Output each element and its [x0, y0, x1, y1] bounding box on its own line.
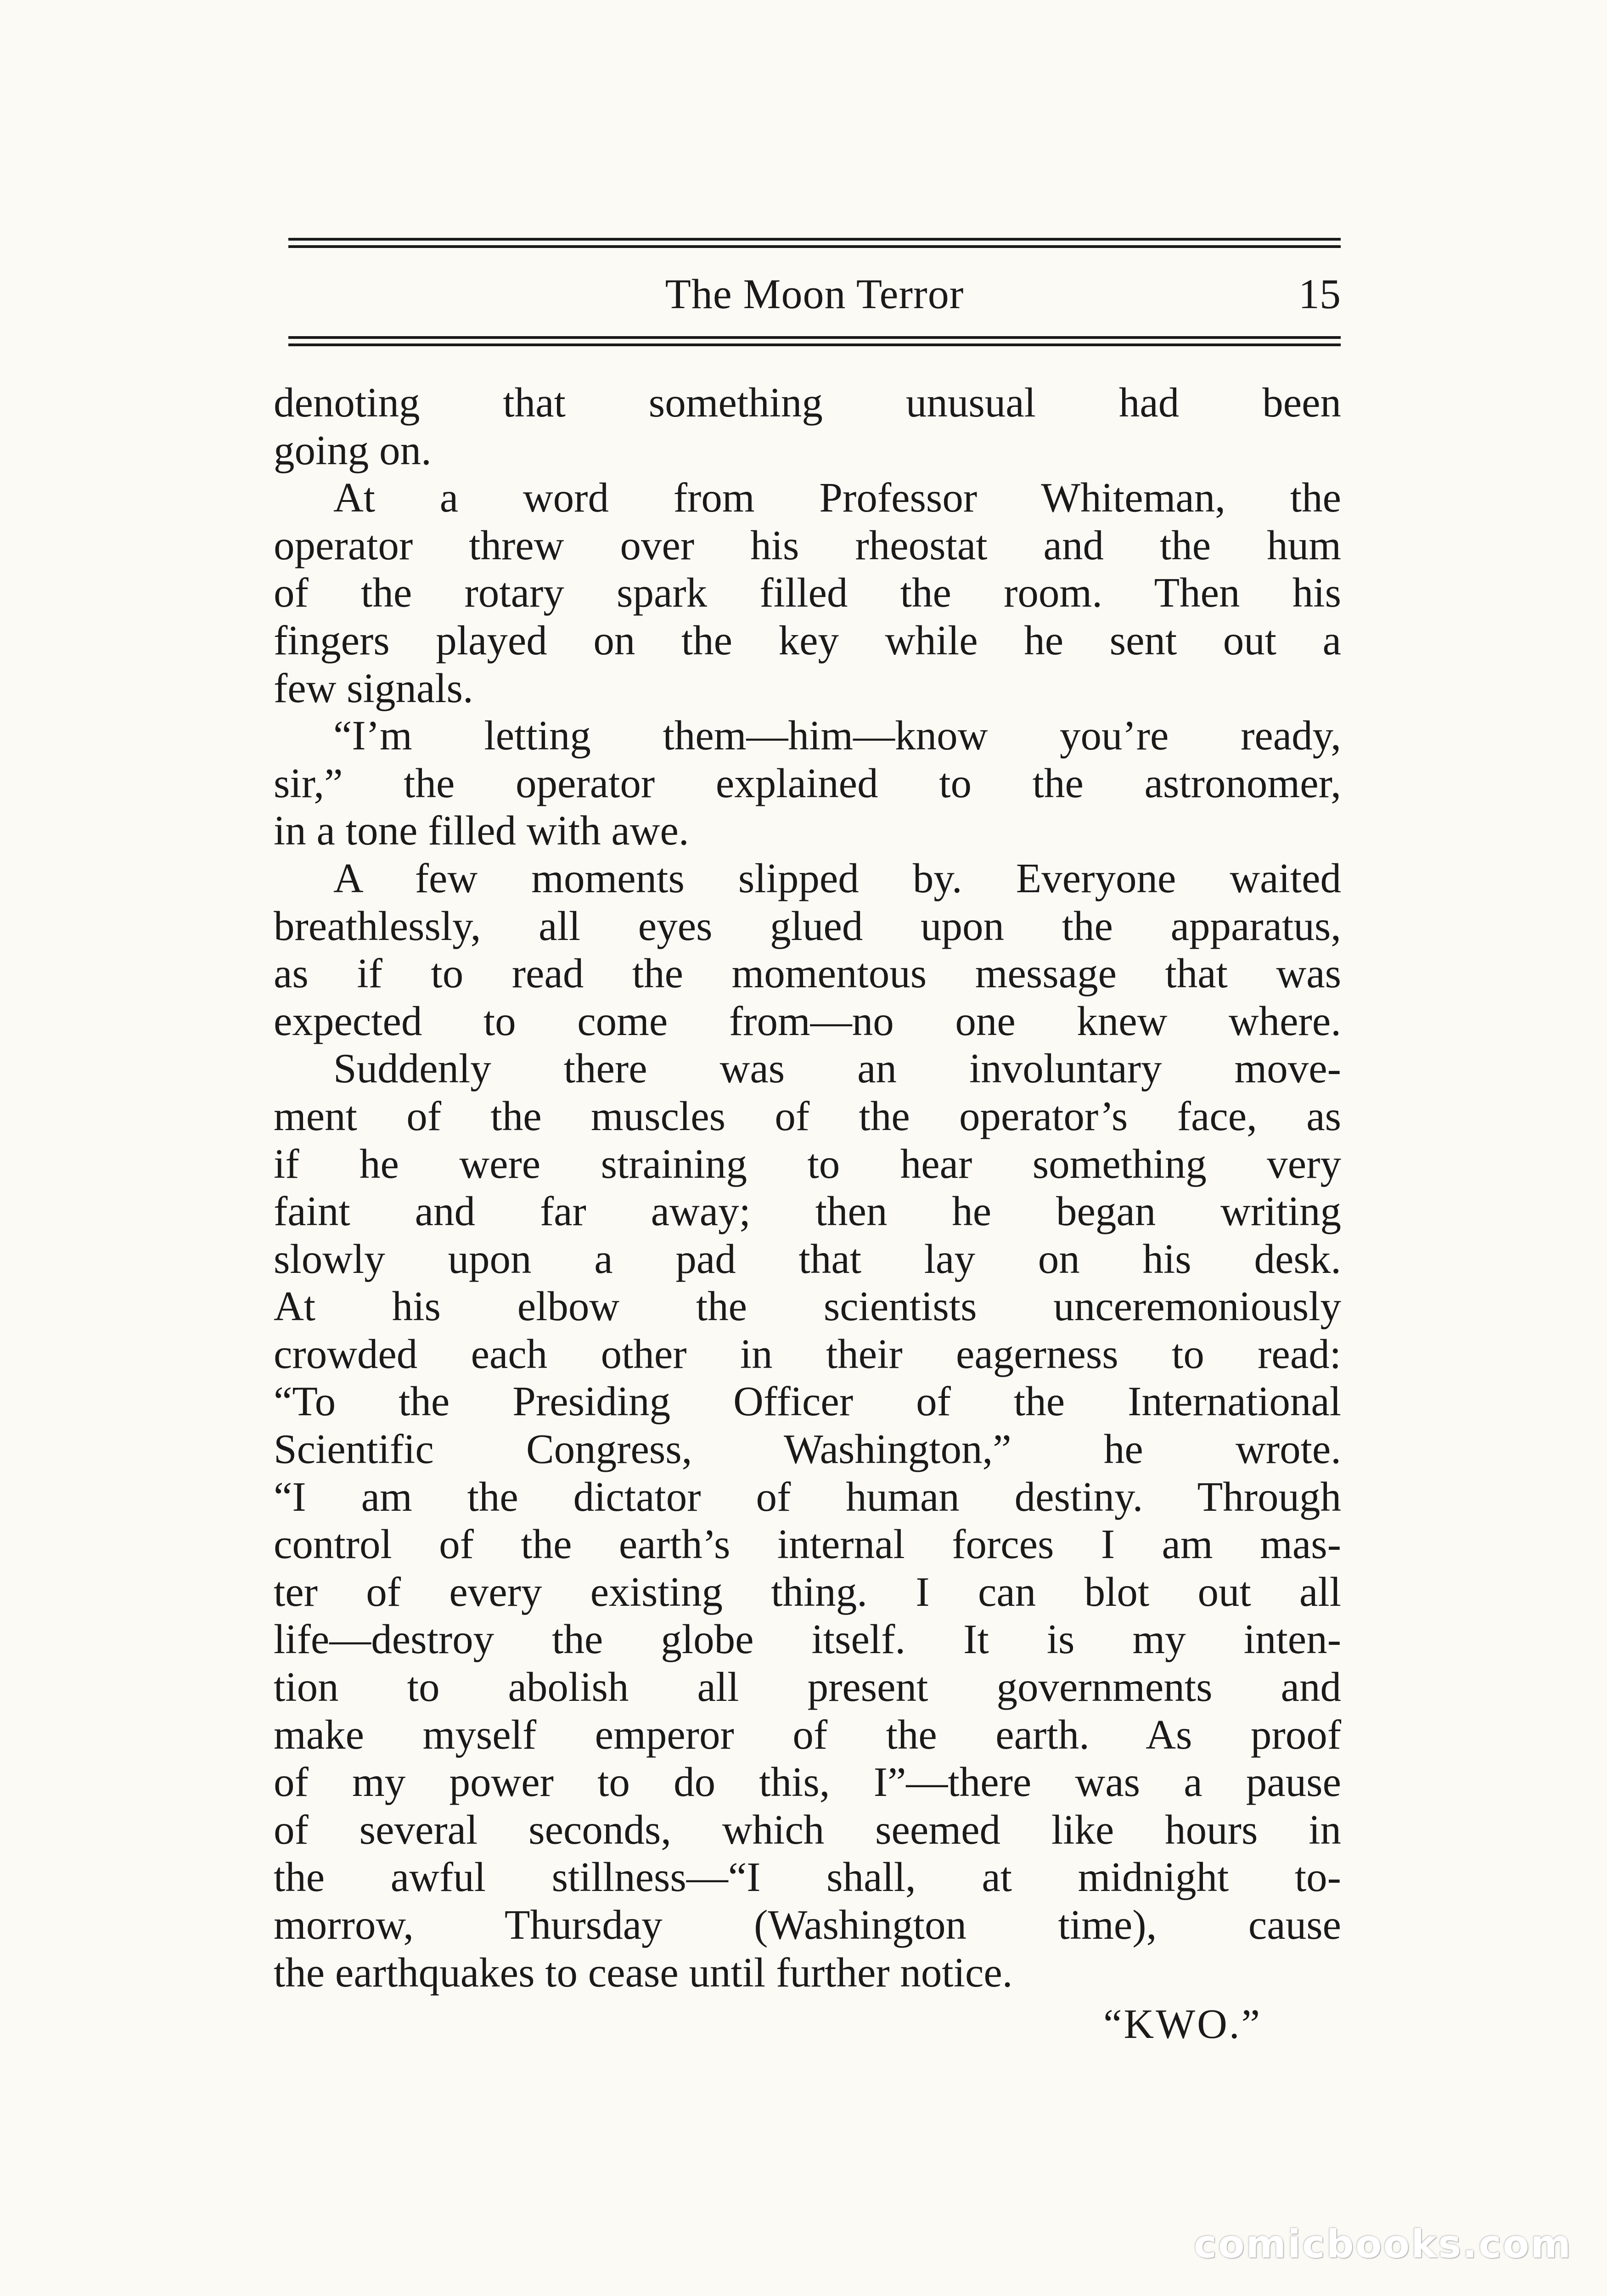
text-line: Scientific Congress, Washington,” he wrote. [274, 1426, 1341, 1473]
text-line: At his elbow the scientists unceremoniously [274, 1283, 1341, 1330]
text-line: tion to abolish all present governments and [274, 1664, 1341, 1711]
text-line: At a word from Professor Whiteman, the [333, 474, 1341, 521]
text-line: few signals. [274, 664, 473, 711]
body-text [274, 379, 1341, 1996]
double-rule-lower [288, 343, 1341, 346]
text-line: of the rotary spark filled the room. Then his [274, 569, 1341, 616]
text-line: crowded each other in their eagerness to read: [274, 1330, 1341, 1377]
text-line: in a tone filled with awe. [274, 807, 689, 854]
text-line: “To the Presiding Officer of the International [274, 1378, 1341, 1425]
text-line: slowly upon a pad that lay on his desk. [274, 1235, 1341, 1282]
double-rule-upper [288, 238, 1341, 241]
text-line: “I am the dictator of human destiny. Through [274, 1473, 1341, 1520]
text-line: faint and far away; then he began writing [274, 1188, 1341, 1235]
running-head [288, 264, 1341, 324]
text-line: the awful stillness—“I shall, at midnight to- [274, 1854, 1341, 1901]
text-line: A few moments slipped by. Everyone waited [333, 855, 1341, 901]
text-line: going on. [274, 427, 432, 473]
text-line: as if to read the momentous message that was [274, 950, 1341, 997]
running-title: The Moon Terror [665, 270, 964, 317]
text-line: fingers played on the key while he sent out a [274, 617, 1341, 664]
header-rules-bottom [288, 336, 1341, 347]
text-line: operator threw over his rheostat and the hum [274, 522, 1341, 568]
text-line: breathlessly, all eyes glued upon the apparatus, [274, 902, 1341, 949]
text-line: “I’m letting them—him—know you’re ready, [333, 712, 1341, 759]
text-line: sir,” the operator explained to the astronomer, [274, 760, 1341, 806]
text-line: expected to come from—no one knew where. [274, 997, 1341, 1044]
text-line: Suddenly there was an involuntary move- [333, 1045, 1341, 1092]
text-line: ment of the muscles of the operator’s face, as [274, 1092, 1341, 1139]
message-signature: “KWO.” [1103, 2001, 1262, 2047]
text-line: morrow, Thursday (Washington time), cause [274, 1902, 1341, 1948]
text-line: denoting that something unusual had been [274, 379, 1341, 426]
double-rule-upper [288, 336, 1341, 339]
text-line: life—destroy the globe itself. It is my inten- [274, 1616, 1341, 1663]
text-line: make myself emperor of the earth. As proof [274, 1711, 1341, 1758]
double-rule-lower [288, 245, 1341, 248]
header-rules-top [288, 238, 1341, 249]
watermark: comicbooks.com [1194, 2222, 1572, 2267]
text-line: of my power to do this, I”—there was a pause [274, 1759, 1341, 1806]
text-line: of several seconds, which seemed like hours in [274, 1806, 1341, 1853]
text-line: the earthquakes to cease until further notice. [274, 1949, 1013, 1996]
text-line: ter of every existing thing. I can blot out all [274, 1568, 1341, 1615]
page-number: 15 [1298, 270, 1341, 317]
text-line: control of the earth’s internal forces I am mas- [274, 1521, 1341, 1568]
text-line: if he were straining to hear something very [274, 1140, 1341, 1187]
